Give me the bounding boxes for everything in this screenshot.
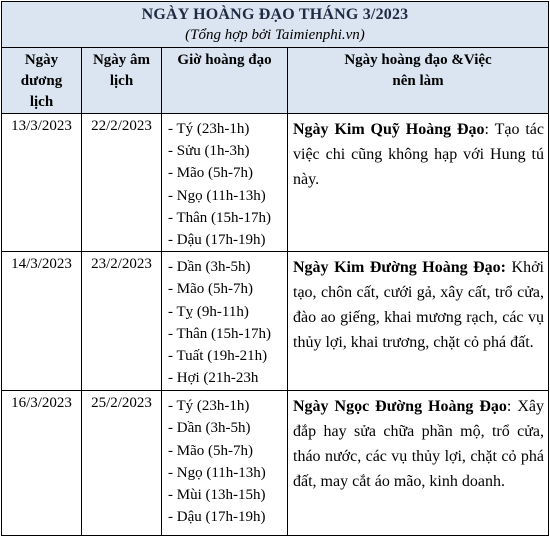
- day-advice: : Tạo tác việc chi cũng không hạp với Hung tú này.: [293, 121, 544, 188]
- solar-date-cell: 13/3/2023: [2, 114, 82, 252]
- hour-item: - Tuất (19h-21h): [168, 345, 287, 367]
- hour-item: - Ngọ (11h-13h): [168, 462, 287, 484]
- hours-cell: [162, 252, 288, 391]
- table-row: [2, 114, 549, 252]
- table-row: [2, 252, 549, 391]
- solar-date-cell: 14/3/2023: [2, 252, 82, 391]
- day-name: Ngày Kim Đường Hoàng Đạo:: [293, 259, 507, 277]
- hour-item: - Thân (15h-17h): [168, 207, 287, 229]
- header-description: Ngày hoàng đạo &Việc nên làm: [288, 48, 549, 114]
- lunar-date-cell: 25/2/2023: [82, 391, 162, 536]
- day-advice: Khởi tạo, chôn cất, cưới gả, xây cất, trổ cửa, đào ao giếng, khai mương rạch, các vụ thủy lợi, khai trương, chặt cỏ phá đất.: [293, 259, 544, 352]
- hour-item: - Mão (5h-7h): [168, 278, 287, 300]
- hour-item: - Dần (3h-5h): [168, 417, 287, 439]
- header-auspicious-hours: Giờ hoàng đạo: [162, 48, 288, 114]
- calendar-table: [1, 1, 549, 536]
- hour-item: - Mão (5h-7h): [168, 162, 287, 184]
- description-cell: [288, 114, 549, 252]
- hours-list: [162, 252, 287, 389]
- lunar-date-cell: 23/2/2023: [82, 252, 162, 391]
- description-cell: [288, 391, 549, 536]
- title-row: [2, 2, 549, 48]
- hour-item: - Dậu (17h-19h): [168, 506, 287, 528]
- hour-item: - Hợi (21h-23h: [168, 367, 287, 389]
- description-cell: [288, 252, 549, 391]
- header-solar-date: Ngày dương lịch: [2, 48, 82, 114]
- hour-item: - Ngọ (11h-13h): [168, 185, 287, 207]
- hours-cell: [162, 114, 288, 252]
- hours-list: [162, 114, 287, 251]
- day-advice: : Xây đắp hay sửa chữa phần mộ, trổ cửa, tháo nước, các vụ thủy lợi, chặt cỏ phá đất, may cắt áo mão, kinh doanh.: [293, 398, 544, 491]
- hours-list: [162, 391, 287, 528]
- table-title: NGÀY HOÀNG ĐẠO THÁNG 3/2023: [141, 6, 409, 23]
- hour-item: - Mão (5h-7h): [168, 440, 287, 462]
- header-row: [2, 48, 549, 114]
- hour-item: - Dậu (17h-19h): [168, 229, 287, 251]
- solar-date-cell: 16/3/2023: [2, 391, 82, 536]
- hour-item: - Thân (15h-17h): [168, 323, 287, 345]
- hour-item: - Dần (3h-5h): [168, 256, 287, 278]
- table-row: [2, 391, 549, 536]
- hour-item: - Tý (23h-1h): [168, 395, 287, 417]
- lunar-date-cell: 22/2/2023: [82, 114, 162, 252]
- header-lunar-date: Ngày âm lịch: [82, 48, 162, 114]
- table-subtitle: (Tổng hợp bởi Taimienphi.vn): [185, 27, 365, 43]
- hour-item: - Tý (23h-1h): [168, 118, 287, 140]
- hour-item: - Mùi (13h-15h): [168, 484, 287, 506]
- day-name: Ngày Kim Quỹ Hoàng Đạo: [293, 121, 485, 138]
- day-name: Ngày Ngọc Đường Hoàng Đạo: [293, 398, 507, 416]
- hour-item: - Sửu (1h-3h): [168, 140, 287, 162]
- title-cell: [2, 2, 549, 48]
- hour-item: - Tỵ (9h-11h): [168, 301, 287, 323]
- hours-cell: [162, 391, 288, 536]
